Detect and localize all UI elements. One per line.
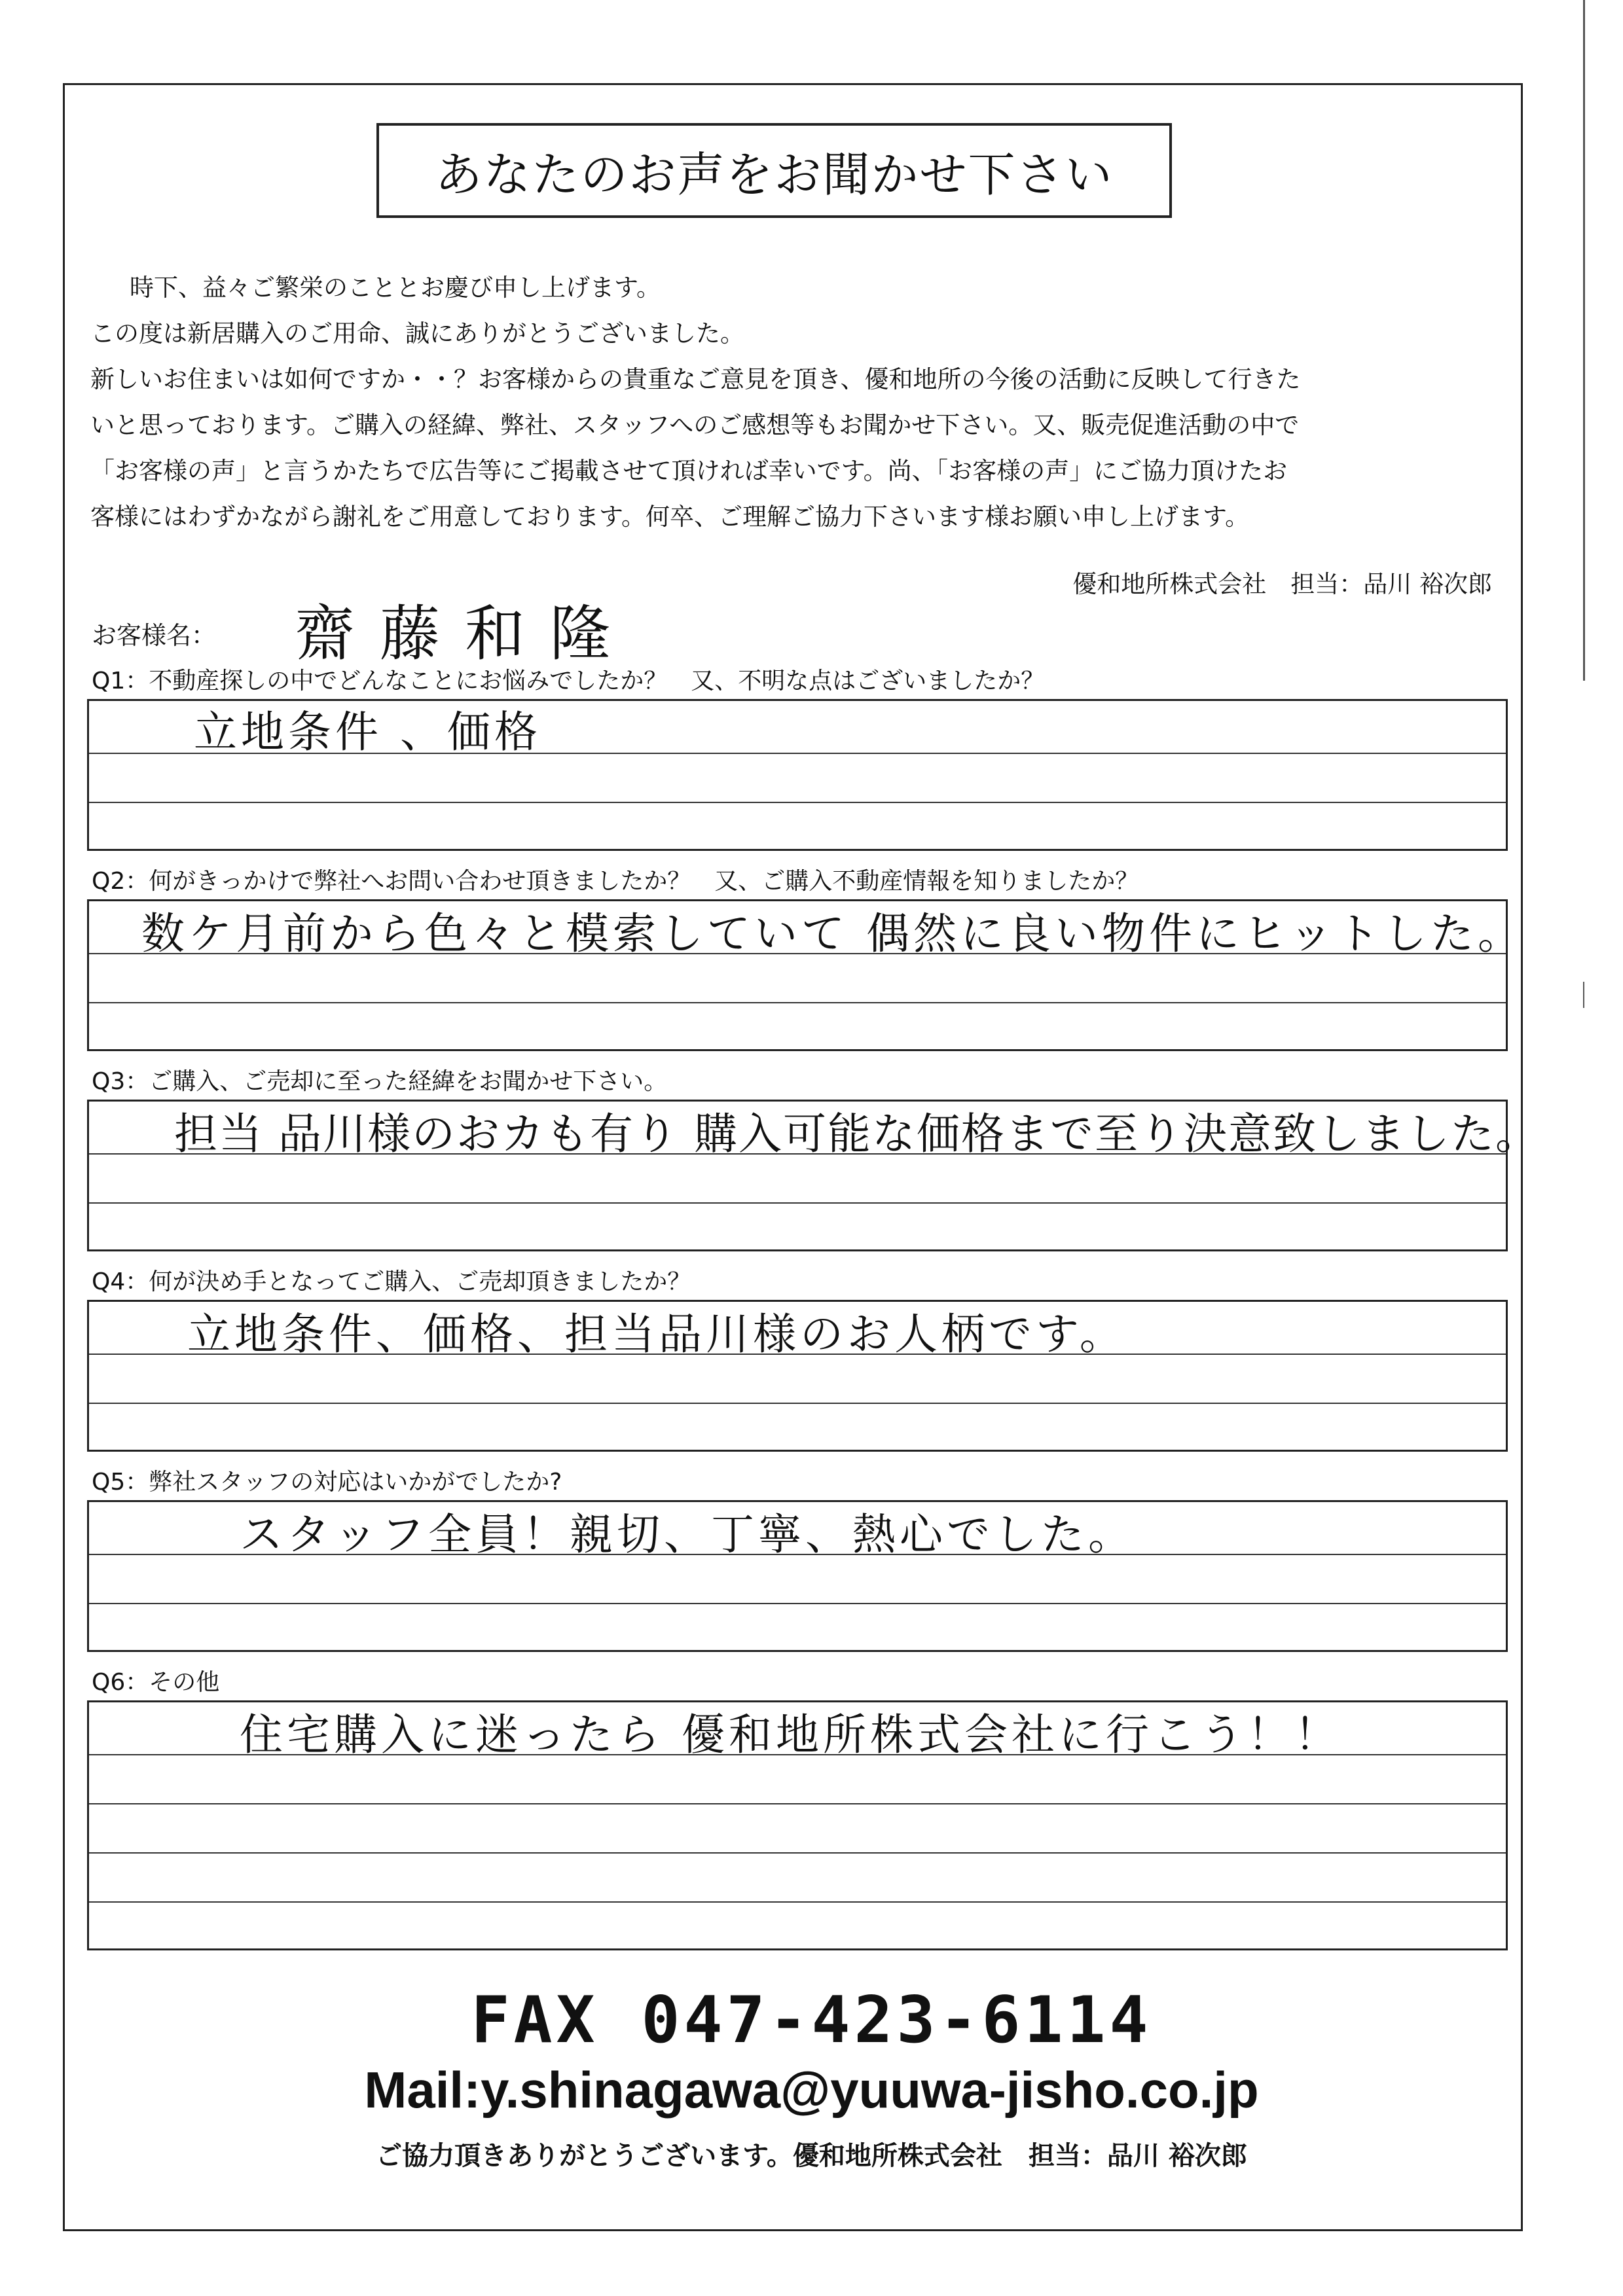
ruled-line bbox=[89, 802, 1506, 803]
ruled-line bbox=[89, 1852, 1506, 1854]
customer-name-label: お客様名： bbox=[92, 621, 217, 650]
company-contact: 優和地所株式会社 担当：品川 裕次郎 bbox=[1072, 570, 1492, 598]
intro-line: 客様にはわずかながら謝礼をご用意しております。何卒、ご理解ご協力下さいます様お願い申し上げます。 bbox=[90, 503, 1250, 531]
intro-line: 「お客様の声」と言うかたちで広告等にご掲載させて頂ければ幸いです。尚、「お客様の声」にご協力頂けたお bbox=[90, 457, 1288, 485]
question-3: Q3：ご購入、ご売却に至った経緯をお聞かせ下さい。 bbox=[92, 1068, 668, 1095]
answer-box-6[interactable] bbox=[87, 1700, 1508, 1950]
answer-1: 立地条件 、価格 bbox=[194, 707, 541, 757]
question-4: Q4：何が決め手となってご購入、ご売却頂きましたか？ bbox=[92, 1268, 691, 1295]
thanks-line: ご協力頂きありがとうございます。優和地所株式会社 担当：品川 裕次郎 bbox=[376, 2141, 1247, 2171]
fax-number: FAX 047-423-6114 bbox=[471, 1983, 1152, 2058]
answer-box-3[interactable] bbox=[87, 1100, 1540, 1251]
answer-box-5[interactable] bbox=[87, 1500, 1508, 1652]
ruled-line bbox=[89, 1901, 1506, 1903]
ruled-line bbox=[89, 1603, 1506, 1604]
email-address[interactable]: Mail:y.shinagawa@yuuwa-jisho.co.jp bbox=[364, 2061, 1259, 2119]
question-5: Q5：弊社スタッフの対応はいかがでしたか? bbox=[92, 1469, 562, 1496]
answer-6: 住宅購入に迷ったら 優和地所株式会社に行こう！！ bbox=[240, 1710, 1341, 1760]
answer-4: 立地条件、価格、担当品川様のお人柄です。 bbox=[187, 1309, 1127, 1359]
answer-box-2[interactable] bbox=[87, 899, 1525, 1051]
intro-line: 時下、益々ご繁栄のこととお慶び申し上げます。 bbox=[130, 274, 661, 302]
answer-5: スタッフ全員！親切、丁寧、熱心でした。 bbox=[240, 1509, 1135, 1560]
question-6: Q6：その他 bbox=[92, 1669, 220, 1696]
answer-box-1[interactable] bbox=[87, 699, 1508, 851]
answer-2: 数ケ月前から色々と模索していて 偶然に良い物件にヒットした。 bbox=[141, 908, 1525, 959]
ruled-line bbox=[89, 1403, 1506, 1404]
scan-edge-mark bbox=[1583, 0, 1585, 681]
ruled-line bbox=[89, 1002, 1506, 1003]
ruled-line bbox=[89, 1803, 1506, 1804]
intro-text bbox=[90, 265, 1511, 540]
answer-3: 担当 品川様のおカも有り 購入可能な価格まで至り決意致しました。 bbox=[174, 1109, 1540, 1159]
intro-line: 新しいお住まいは如何ですか・・？お客様からの貴重なご意見を頂き、優和地所の今後の活動に反映して行きた bbox=[90, 365, 1301, 393]
customer-name-value: 齋藤和隆 bbox=[295, 599, 636, 669]
intro-line: いと思っております。ご購入の経緯、弊社、スタッフへのご感想等もお聞かせ下さい。又、販売促進活動の中で bbox=[90, 411, 1300, 439]
page-title: あなたのお声をお聞かせ下さい bbox=[376, 123, 1172, 218]
scan-edge-mark bbox=[1583, 982, 1584, 1008]
question-1: Q1：不動産探しの中でどんなことにお悩みでしたか？ 又、不明な点はございましたか？ bbox=[92, 668, 1045, 694]
intro-line: この度は新居購入のご用命、誠にありがとうございました。 bbox=[90, 319, 744, 348]
ruled-line bbox=[89, 1202, 1506, 1204]
answer-box-4[interactable] bbox=[87, 1300, 1508, 1452]
question-2: Q2：何がきっかけで弊社へお問い合わせ頂きましたか？ 又、ご購入不動産情報を知りましたか？ bbox=[92, 868, 1139, 895]
